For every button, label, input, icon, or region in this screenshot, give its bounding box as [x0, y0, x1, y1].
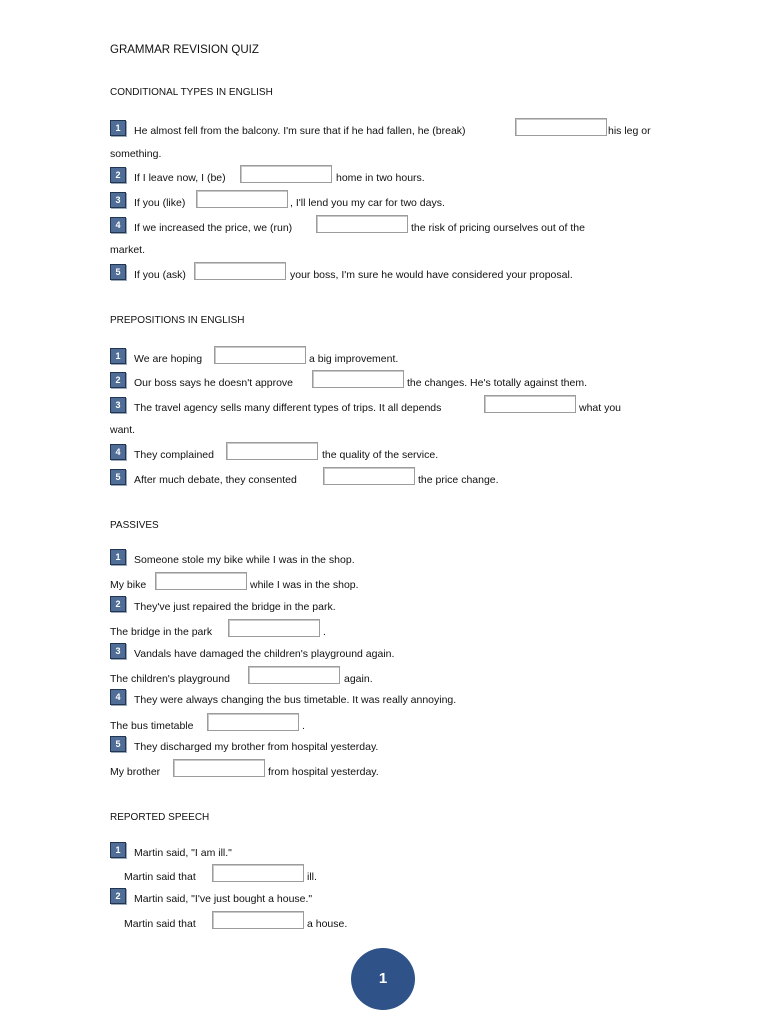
question-text: If I leave now, I (be)	[134, 172, 226, 184]
question-text-after: a big improvement.	[309, 353, 399, 365]
section-heading-conditionals: CONDITIONAL TYPES IN ENGLISH	[110, 87, 273, 98]
answer-input[interactable]	[207, 713, 299, 731]
question-number-badge: 1	[110, 348, 126, 364]
answer-lead-text: The children's playground	[110, 673, 230, 685]
question-prompt: Martin said, "I am ill."	[134, 847, 232, 859]
question-number-badge: 2	[110, 596, 126, 612]
question-text: If we increased the price, we (run)	[134, 222, 293, 234]
question-prompt: Martin said, "I've just bought a house."	[134, 893, 313, 905]
question-number-badge: 3	[110, 643, 126, 659]
question-prompt: Someone stole my bike while I was in the shop.	[134, 554, 355, 566]
question-prompt: They've just repaired the bridge in the park.	[134, 601, 336, 613]
answer-input[interactable]	[173, 759, 265, 777]
answer-trail-text: while I was in the shop.	[250, 579, 359, 591]
question-text-after: the changes. He's totally against them.	[407, 377, 588, 389]
question-text: We are hoping	[134, 353, 203, 365]
question-prompt: They discharged my brother from hospital yesterday.	[134, 741, 379, 753]
question-text: Our boss says he doesn't approve	[134, 377, 294, 389]
answer-input[interactable]	[214, 346, 306, 364]
answer-lead-text: The bridge in the park	[110, 626, 213, 638]
question-number-badge: 4	[110, 689, 126, 705]
question-text: If you (like)	[134, 197, 186, 209]
question-number-badge: 3	[110, 397, 126, 413]
page-number-badge: 1	[351, 948, 415, 1010]
question-number-badge: 1	[110, 120, 126, 136]
question-number-badge: 2	[110, 167, 126, 183]
question-number-badge: 3	[110, 192, 126, 208]
answer-input[interactable]	[484, 395, 576, 413]
answer-input[interactable]	[312, 370, 404, 388]
question-text: The travel agency sells many different types of trips. It all depends	[134, 402, 442, 414]
answer-lead-text: Martin said that	[124, 871, 196, 883]
question-text-after: the quality of the service.	[322, 449, 439, 461]
question-number-badge: 4	[110, 444, 126, 460]
question-number-badge: 2	[110, 372, 126, 388]
answer-input[interactable]	[155, 572, 247, 590]
question-prompt: They were always changing the bus timetable. It was really annoying.	[134, 694, 457, 706]
answer-lead-text: My bike	[110, 579, 147, 591]
answer-input[interactable]	[228, 619, 320, 637]
answer-trail-text: again.	[344, 673, 373, 685]
answer-input[interactable]	[194, 262, 286, 280]
answer-input[interactable]	[515, 118, 607, 136]
question-number-badge: 5	[110, 736, 126, 752]
answer-lead-text: Martin said that	[124, 918, 196, 930]
answer-input[interactable]	[323, 467, 415, 485]
question-text-after: his leg or	[608, 125, 651, 137]
question-text: They complained	[134, 449, 214, 461]
question-text-after: the price change.	[418, 474, 499, 486]
question-number-badge: 2	[110, 888, 126, 904]
question-text-after: your boss, I'm sure he would have considered your proposal.	[290, 269, 573, 281]
question-number-badge: 4	[110, 217, 126, 233]
quiz-title: GRAMMAR REVISION QUIZ	[110, 44, 259, 56]
answer-input[interactable]	[226, 442, 318, 460]
answer-trail-text: .	[302, 720, 305, 732]
answer-trail-text: .	[323, 626, 326, 638]
section-heading-prepositions: PREPOSITIONS IN ENGLISH	[110, 315, 245, 326]
answer-input[interactable]	[248, 666, 340, 684]
answer-trail-text: ill.	[307, 871, 317, 883]
continuation-text: market.	[110, 244, 146, 256]
answer-lead-text: My brother	[110, 766, 161, 778]
question-number-badge: 5	[110, 469, 126, 485]
question-prompt: Vandals have damaged the children's playground again.	[134, 648, 395, 660]
answer-trail-text: a house.	[307, 918, 348, 930]
question-text-after: home in two hours.	[336, 172, 425, 184]
answer-input[interactable]	[212, 911, 304, 929]
question-text: After much debate, they consented	[134, 474, 297, 486]
question-number-badge: 1	[110, 842, 126, 858]
answer-input[interactable]	[240, 165, 332, 183]
answer-input[interactable]	[316, 215, 408, 233]
answer-trail-text: from hospital yesterday.	[268, 766, 379, 778]
continuation-text: want.	[110, 424, 136, 436]
continuation-text: something.	[110, 148, 162, 160]
question-text-after: , I'll lend you my car for two days.	[290, 197, 445, 209]
question-text: He almost fell from the balcony. I'm sure that if he had fallen, he (break)	[134, 125, 466, 137]
section-heading-passives: PASSIVES	[110, 520, 159, 531]
question-number-badge: 5	[110, 264, 126, 280]
answer-lead-text: The bus timetable	[110, 720, 194, 732]
answer-input[interactable]	[196, 190, 288, 208]
question-text-after: the risk of pricing ourselves out of the	[411, 222, 585, 234]
question-number-badge: 1	[110, 549, 126, 565]
answer-input[interactable]	[212, 864, 304, 882]
section-heading-reported-speech: REPORTED SPEECH	[110, 812, 210, 823]
question-text: If you (ask)	[134, 269, 186, 281]
question-text-after: what you	[579, 402, 622, 414]
